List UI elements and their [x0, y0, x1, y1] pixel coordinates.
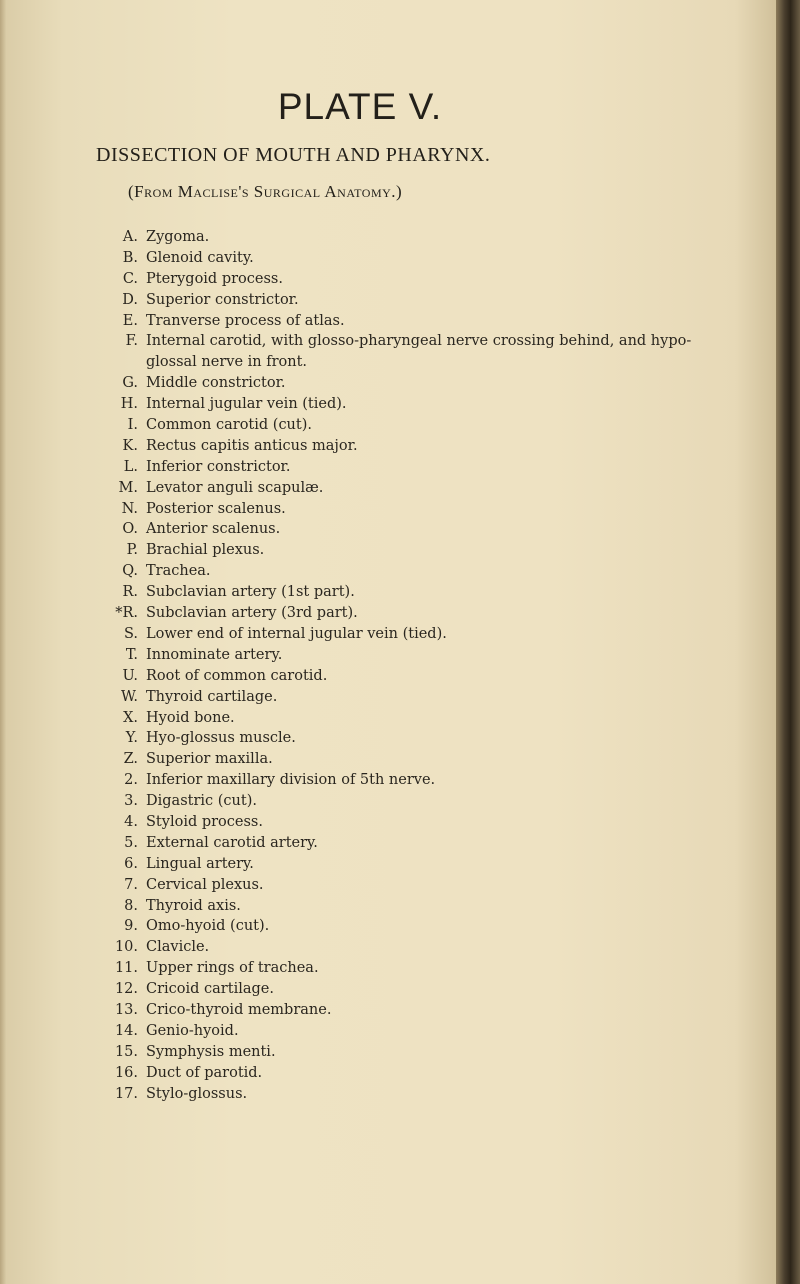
- legend-key: W.: [121, 688, 138, 705]
- legend-item: [104, 436, 704, 457]
- legend-key: C.: [122, 270, 138, 287]
- legend-key: 6.: [124, 855, 138, 872]
- legend-description: Glenoid cavity.: [146, 249, 254, 266]
- legend-key: 17.: [114, 1085, 138, 1102]
- legend-key: S.: [123, 625, 138, 642]
- legend-item: [104, 624, 704, 645]
- legend-key: X.: [123, 709, 138, 726]
- legend-item: [104, 415, 704, 436]
- legend-item: [104, 331, 704, 373]
- legend-item: [104, 896, 704, 917]
- legend-item: [104, 269, 704, 290]
- legend-key: H.: [120, 396, 138, 413]
- legend-description: Genio-hyoid.: [146, 1022, 239, 1039]
- legend-key: 2.: [124, 772, 138, 789]
- legend-key: 16.: [114, 1064, 138, 1081]
- legend-key: L.: [123, 458, 138, 475]
- legend-description: External carotid artery.: [146, 834, 318, 851]
- legend-item: [104, 833, 704, 854]
- legend-item: [104, 1084, 704, 1105]
- legend-key: U.: [122, 667, 138, 684]
- legend-key: F.: [125, 333, 138, 350]
- legend-item: [104, 875, 704, 896]
- legend-item: [104, 958, 704, 979]
- legend-key: D.: [122, 291, 138, 308]
- legend-item: [104, 666, 704, 687]
- legend-key: 4.: [124, 813, 138, 830]
- legend-key: *R.: [115, 605, 138, 622]
- legend-key: Q.: [122, 563, 138, 580]
- legend-description: Root of common carotid.: [146, 667, 328, 684]
- legend-key: M.: [118, 479, 138, 496]
- legend-description: Superior maxilla.: [146, 751, 273, 768]
- legend-item: [104, 791, 704, 812]
- legend-key: I.: [127, 417, 138, 434]
- legend-key: 15.: [114, 1043, 138, 1060]
- plate-legend-list: [104, 227, 704, 1104]
- legend-item: [104, 373, 704, 394]
- legend-description: Brachial plexus.: [146, 542, 265, 559]
- legend-item: [104, 478, 704, 499]
- legend-key: 3.: [124, 793, 138, 810]
- legend-item: [104, 311, 704, 332]
- legend-item: [104, 937, 704, 958]
- legend-description: Hyoid bone.: [146, 709, 235, 726]
- legend-item: [104, 540, 704, 561]
- legend-key: A.: [122, 229, 138, 245]
- legend-description: Rectus capitis anticus major.: [146, 437, 358, 454]
- legend-description: Hyo-glossus muscle.: [146, 730, 296, 747]
- legend-item: [104, 854, 704, 875]
- legend-item: [104, 290, 704, 311]
- legend-description: Upper rings of trachea.: [146, 960, 319, 977]
- legend-item: [104, 603, 704, 624]
- legend-key: 13.: [114, 1001, 138, 1018]
- page-left-edge: [0, 0, 6, 1284]
- legend-item: [104, 979, 704, 1000]
- legend-description: Cricoid cartilage.: [146, 981, 274, 998]
- legend-key: O.: [122, 521, 138, 538]
- legend-item: [104, 1021, 704, 1042]
- legend-description: Levator anguli scapulæ.: [146, 479, 324, 496]
- legend-description: Internal carotid, with glosso-pharyngeal nerve crossing behind, and hypo-glossal nerve in front.: [146, 333, 692, 371]
- legend-description: Omo-hyoid (cut).: [146, 918, 270, 935]
- legend-item: [104, 770, 704, 791]
- legend-key: T.: [125, 646, 138, 663]
- legend-description: Stylo-glossus.: [146, 1085, 248, 1102]
- legend-item: [104, 1042, 704, 1063]
- legend-description: Lower end of internal jugular vein (tied).: [146, 625, 447, 642]
- legend-key: G.: [122, 375, 138, 392]
- legend-description: Inferior maxillary division of 5th nerve.: [146, 772, 436, 789]
- legend-item: [104, 916, 704, 937]
- legend-item: [104, 519, 704, 540]
- legend-description: Duct of parotid.: [146, 1064, 263, 1081]
- legend-key: K.: [122, 437, 138, 454]
- legend-key: R.: [122, 584, 138, 601]
- legend-key: N.: [121, 500, 138, 517]
- legend-description: Zygoma.: [146, 229, 210, 245]
- legend-key: 5.: [124, 834, 138, 851]
- legend-item: [104, 645, 704, 666]
- plate-title: PLATE V.: [277, 86, 443, 127]
- legend-description: Pterygoid process.: [146, 270, 283, 287]
- legend-item: [104, 394, 704, 415]
- legend-item: [104, 728, 704, 749]
- legend-description: Subclavian artery (3rd part).: [146, 605, 358, 622]
- legend-item: [104, 499, 704, 520]
- legend-description: Clavicle.: [146, 939, 210, 956]
- legend-key: 11.: [114, 960, 138, 977]
- legend-key: B.: [122, 249, 138, 266]
- legend-description: Anterior scalenus.: [146, 521, 281, 538]
- legend-description: Common carotid (cut).: [146, 417, 312, 434]
- legend-description: Symphysis menti.: [146, 1043, 276, 1060]
- legend-key: 10.: [114, 939, 138, 956]
- legend-item: [104, 749, 704, 770]
- legend-description: Posterior scalenus.: [146, 500, 286, 517]
- legend-key: 7.: [124, 876, 138, 893]
- legend-item: [104, 812, 704, 833]
- legend-description: Thyroid axis.: [146, 897, 241, 914]
- legend-description: Superior constrictor.: [146, 291, 299, 308]
- legend-description: Internal jugular vein (tied).: [146, 396, 347, 413]
- legend-item: [104, 582, 704, 603]
- legend-key: Z.: [123, 751, 138, 768]
- document-heading: DISSECTION OF MOUTH AND PHARYNX.: [96, 144, 491, 166]
- legend-key: 14.: [114, 1022, 138, 1039]
- legend-key: E.: [122, 312, 138, 329]
- source-subheading: (From Maclise's Surgical Anatomy.): [128, 182, 403, 201]
- legend-key: P.: [126, 542, 138, 559]
- legend-item: [104, 457, 704, 478]
- legend-description: Innominate artery.: [146, 646, 283, 663]
- legend-item: [104, 227, 704, 248]
- legend-description: Crico-thyroid membrane.: [146, 1001, 332, 1018]
- legend-description: Cervical plexus.: [146, 876, 264, 893]
- legend-description: Thyroid cartilage.: [146, 688, 278, 705]
- legend-description: Subclavian artery (1st part).: [146, 584, 355, 601]
- legend-description: Middle constrictor.: [146, 375, 286, 392]
- legend-item: [104, 687, 704, 708]
- legend-item: [104, 1063, 704, 1084]
- legend-key: 8.: [124, 897, 138, 914]
- legend-item: [104, 708, 704, 729]
- book-binding-edge: [776, 0, 800, 1284]
- legend-description: Styloid process.: [146, 813, 263, 830]
- legend-description: Tranverse process of atlas.: [146, 312, 345, 329]
- legend-item: [104, 248, 704, 269]
- legend-description: Lingual artery.: [146, 855, 254, 872]
- legend-description: Inferior constrictor.: [146, 458, 291, 475]
- legend-item: [104, 1000, 704, 1021]
- legend-item: [104, 561, 704, 582]
- legend-key: 12.: [114, 981, 138, 998]
- legend-description: Trachea.: [146, 563, 211, 580]
- legend-description: Digastric (cut).: [146, 793, 257, 810]
- legend-key: Y.: [125, 730, 138, 747]
- legend-key: 9.: [124, 918, 138, 935]
